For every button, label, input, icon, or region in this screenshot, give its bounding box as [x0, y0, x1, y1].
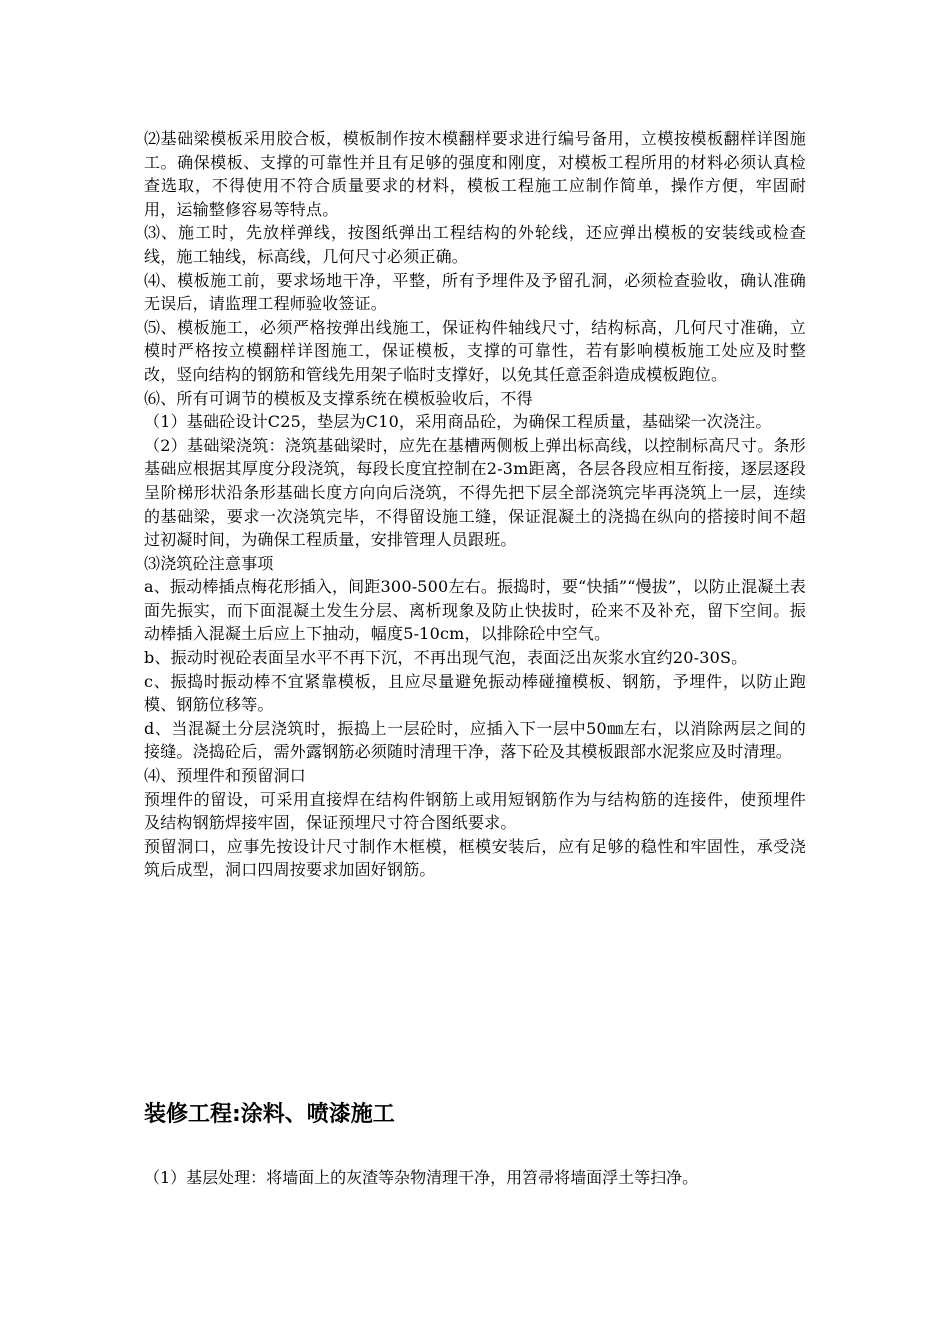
paragraph-pouring-notes-title: ⑶浇筑砼注意事项	[144, 553, 274, 573]
paragraph-beam-pouring: （2）基础梁浇筑：浇筑基础梁时，应先在基槽两侧板上弹出标高线，以控制标高尺寸。条形基础应根据其厚度分段浇筑，每段长度宜控制在2-3m距离，各层各段应相互衔接，逐层逐段呈阶梯形状沿条形基础长度方向向后浇筑，不得先把下层全部浇筑完毕再浇筑上一层，连续的基础梁，要求一次浇筑完毕，不得留设施工缝，保证混凝土的浇捣在纵向的搭接时间不超过初凝时间，为确保工程质量，安排管理人员跟班。	[144, 435, 806, 550]
paragraph-concrete-design: （1）基础砼设计C25，垫层为C10，采用商品砼，为确保工程质量，基础梁一次浇注。	[144, 412, 772, 432]
paragraph-note-a: a、振动棒插点梅花形插入，间距300-500左右。振捣时，要“快插”“慢拔”，以防止混凝土表面先振实，而下面混凝土发生分层、离析现象及防止快拔时，砼来不及补充，留下空间。振动棒插入混凝土后应上下抽动，幅度5-10cm，以排除砼中空气。	[144, 577, 806, 644]
section-heading: 装修工程:涂料、喷漆施工	[144, 1102, 395, 1127]
paragraph-note-d: d、当混凝土分层浇筑时，振捣上一层砼时，应插入下一层中50㎜左右，以消除两层之间的接缝。浇捣砼后，需外露钢筋必须随时清理干净，落下砼及其模板跟部水泥浆应及时清理。	[144, 718, 806, 762]
paragraph-embedded-parts: 预埋件的留设，可采用直接焊在结构件钢筋上或用短钢筋作为与结构筋的连接件，使预埋件及结构钢筋焊接牢固，保证预埋尺寸符合图纸要求。	[144, 789, 806, 833]
paragraph-adjustable-formwork: ⑹、所有可调节的模板及支撑系统在模板验收后，不得	[144, 388, 533, 408]
paragraph-reserved-openings: 预留洞口，应事先按设计尺寸制作木框模，框模安装后，应有足够的稳性和牢固性，承受浇筑后成型，洞口四周按要求加固好钢筋。	[144, 836, 806, 880]
paragraph-note-c: c、振捣时振动棒不宜紧靠模板，且应尽量避免振动棒碰撞模板、钢筋，予埋件，以防止跑模、钢筋位移等。	[144, 671, 806, 715]
paragraph-formwork-construction: ⑸、模板施工，必须严格按弹出线施工，保证构件轴线尺寸，结构标高，几何尺寸准确，立模时严格按立模翻样详图施工，保证模板，支撑的可靠性，若有影响模板施工处应及时整改，竖向结构的钢筋和管线先用架子临时支撑好，以免其任意歪斜造成模板跑位。	[144, 317, 806, 384]
paragraph-layout-lines: ⑶、施工时，先放样弹线，按图纸弹出工程结构的外轮线，还应弹出模板的安装线或检查线，施工轴线，标高线，几何尺寸必须正确。	[144, 223, 806, 266]
paragraph-formwork-material: ⑵基础梁模板采用胶合板，模板制作按木模翻样要求进行编号备用，立模按模板翻样详图施工。确保模板、支撑的可靠性并且有足够的强度和刚度，对模板工程所用的材料必须认真检查选取，不得使用不符合质量要求的材料，模板工程施工应制作简单，操作方便，牢固耐用，运输整修容易等特点。	[144, 129, 806, 219]
document-body	[144, 127, 806, 882]
paragraph-note-b: b、振动时视砼表面呈水平不再下沉，不再出现气泡，表面泛出灰浆水宜约20-30S。	[144, 648, 748, 668]
section-paragraph-base-treatment: （1）基层处理：将墙面上的灰渣等杂物清理干净，用笤帚将墙面浮土等扫净。	[144, 1168, 699, 1187]
paragraph-embedded-parts-title: ⑷、预埋件和预留洞口	[144, 766, 307, 786]
paragraph-site-inspection: ⑷、模板施工前，要求场地干净，平整，所有予埋件及予留孔洞，必须检查验收，确认准确无误后，请监理工程师验收签证。	[144, 270, 806, 314]
